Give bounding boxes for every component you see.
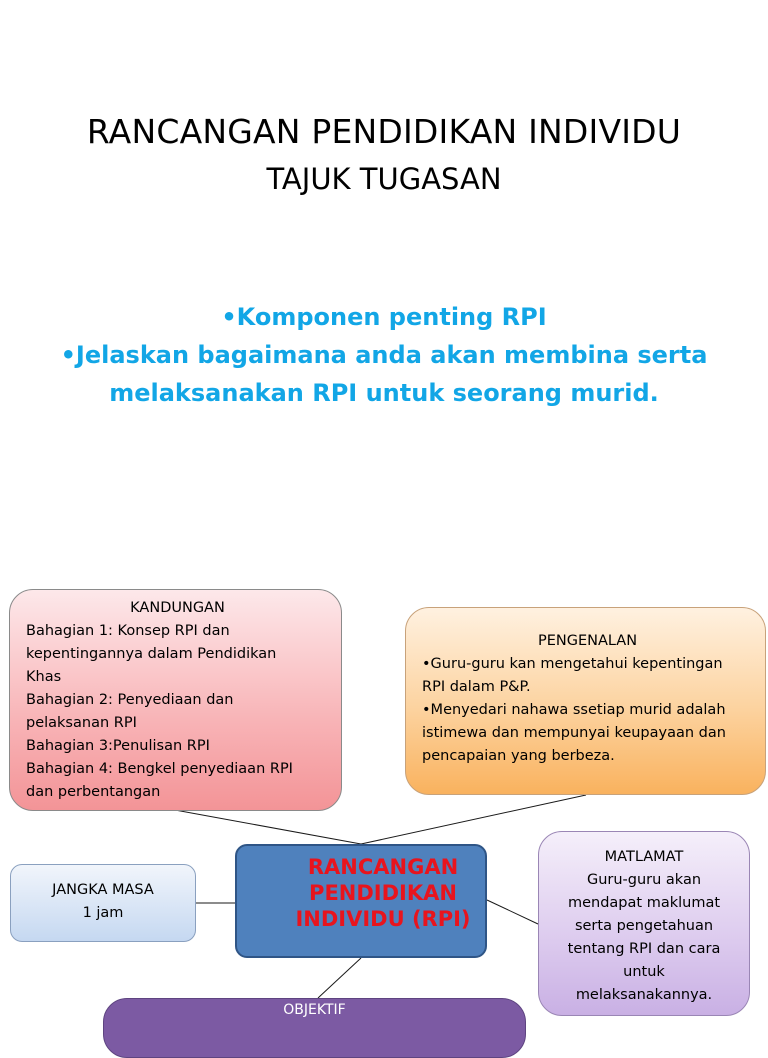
kandungan-line: pelaksanan RPI: [26, 715, 137, 731]
kandungan-line: dan perbentangan: [26, 784, 161, 800]
pengenalan-line: istimewa dan mempunyai keupayaan dan: [422, 725, 726, 741]
slide-subtitle: TAJUK TUGASAN: [266, 162, 502, 196]
kandungan-line: Bahagian 4: Bengkel penyediaan RPI: [26, 761, 293, 777]
connector-objektif: [318, 958, 361, 998]
objektif-heading: OBJEKTIF: [283, 1002, 346, 1018]
bullet-item-continuation: melaksanakan RPI untuk seorang murid.: [109, 379, 659, 407]
center-node: [235, 844, 487, 958]
center-line: RANCANGAN: [307, 855, 459, 879]
bullet-item: •Komponen penting RPI: [221, 303, 547, 331]
kandungan-box: [9, 589, 342, 811]
matlamat-line: Guru-guru akan: [586, 872, 702, 888]
pengenalan-heading: PENGENALAN: [537, 633, 638, 649]
matlamat-box: [538, 831, 750, 1016]
connector-kandungan: [175, 810, 361, 844]
matlamat-line: serta pengetahuan: [574, 918, 714, 934]
kandungan-line: Bahagian 1: Konsep RPI dan: [26, 623, 230, 639]
connector-matlamat: [487, 900, 538, 924]
jangka-masa-value: 1 jam: [82, 905, 124, 921]
pengenalan-line: •Guru-guru kan mengetahui kepentingan: [422, 656, 723, 672]
matlamat-heading: MATLAMAT: [604, 849, 684, 865]
pengenalan-box: [405, 607, 766, 795]
pengenalan-line: •Menyedari nahawa ssetiap murid adalah: [422, 702, 726, 718]
kandungan-heading: KANDUNGAN: [130, 600, 225, 616]
jangka-masa-box: [10, 864, 196, 942]
slide-title: RANCANGAN PENDIDIKAN INDIVIDU: [86, 112, 682, 151]
matlamat-line: mendapat maklumat: [567, 895, 721, 911]
kandungan-line: Bahagian 2: Penyediaan dan: [26, 692, 234, 708]
kandungan-line: Khas: [26, 669, 62, 685]
matlamat-line: untuk: [623, 964, 665, 980]
objektif-box: [103, 998, 526, 1058]
jangka-masa-heading: JANGKA MASA: [52, 882, 154, 898]
pengenalan-line: RPI dalam P&P.: [422, 679, 531, 695]
kandungan-line: Bahagian 3:Penulisan RPI: [26, 738, 210, 754]
matlamat-line: melaksanakannya.: [575, 987, 713, 1003]
center-line: INDIVIDU (RPI): [295, 907, 471, 931]
matlamat-line: tentang RPI dan cara: [567, 941, 721, 957]
center-line: PENDIDIKAN: [309, 881, 457, 905]
pengenalan-line: pencapaian yang berbeza.: [422, 748, 615, 764]
bullet-item: •Jelaskan bagaimana anda akan membina serta: [60, 341, 708, 369]
kandungan-line: kepentingannya dalam Pendidikan: [26, 646, 277, 662]
